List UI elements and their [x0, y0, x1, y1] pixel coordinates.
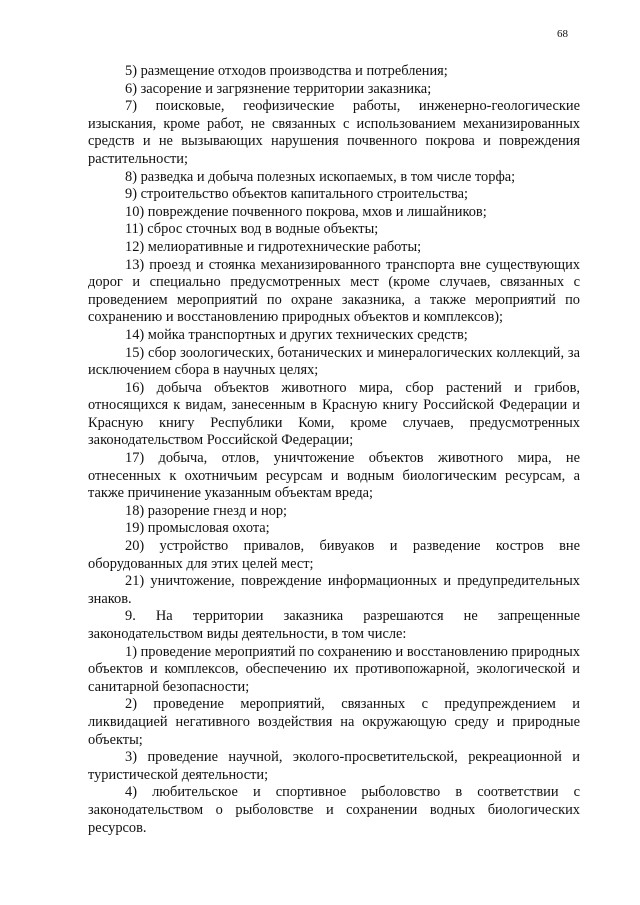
list-item-20: 20) устройство привалов, бивуаков и разведение костров вне оборудованных для этих целей мест; [88, 538, 580, 572]
list-item-16: 16) добыча объектов животного мира, сбор растений и грибов, относящихся к видам, занесенным в Красную книгу Российской Федерации и Красную книгу Республики Коми, кроме случаев, предусмотренных законодательством Российской Федерации; [88, 379, 580, 449]
allowed-item-4: 4) любительское и спортивное рыболовство в соответствии с законодательством о рыболовстве и сохранении водных биологических ресурсов. [88, 784, 580, 836]
list-item-19: 19) промысловая охота; [125, 520, 270, 537]
list-item-15: 15) сбор зоологических, ботанических и минералогических коллекций, за исключением сбора в научных целях; [88, 344, 580, 379]
list-item-13: 13) проезд и стоянка механизированного транспорта вне существующих дорог и специально предусмотренных мест (кроме случаев, связанных с проведением мероприятий по охране заказника, а также мероприятий по сохранению и восстановлению природных объектов и комплексов); [88, 256, 580, 326]
list-item-17: 17) добыча, отлов, уничтожение объектов животного мира, не отнесенных к охотничьим ресурсам и водным биологическим ресурсам, а также причинение указанным объектам вреда; [88, 450, 580, 502]
list-item-18: 18) разорение гнезд и нор; [125, 502, 288, 519]
list-item-14: 14) мойка транспортных и других технических средств; [125, 326, 468, 343]
list-item-12: 12) мелиоративные и гидротехнические работы; [125, 238, 422, 255]
list-item-8: 8) разведка и добыча полезных ископаемых, в том числе торфа; [125, 168, 516, 185]
document-body [88, 63, 580, 837]
list-item-21: 21) уничтожение, повреждение информационных и предупредительных знаков. [88, 573, 580, 607]
list-item-11: 11) сброс сточных вод в водные объекты; [125, 221, 379, 238]
allowed-item-3: 3) проведение научной, эколого-просветительской, рекреационной и туристической деятельности; [88, 749, 580, 783]
allowed-item-2: 2) проведение мероприятий, связанных с предупреждением и ликвидацией негативного воздействия на окружающую среду и природные объекты; [88, 696, 580, 748]
list-item-5: 5) размещение отходов производства и потребления; [125, 63, 448, 79]
list-item-9: 9) строительство объектов капитального строительства; [125, 186, 468, 203]
page-number: 68 [557, 28, 568, 40]
section-9-heading: 9. На территории заказника разрешаются не запрещенные законодательством виды деятельности, в том числе: [88, 608, 580, 642]
list-item-10: 10) повреждение почвенного покрова, мхов и лишайников; [125, 203, 487, 220]
allowed-item-1: 1) проведение мероприятий по сохранению и восстановлению природных объектов и комплексов, обеспечению их противопожарной, экологической и санитарной безопасности; [88, 643, 580, 695]
list-item-7: 7) поисковые, геофизические работы, инженерно-геологические изыскания, кроме работ, не связанных с использованием механизированных средств и не вызывающих нарушения почвенного покрова и повреждения растительности; [88, 98, 580, 167]
list-item-6: 6) засорение и загрязнение территории заказника; [125, 80, 432, 97]
